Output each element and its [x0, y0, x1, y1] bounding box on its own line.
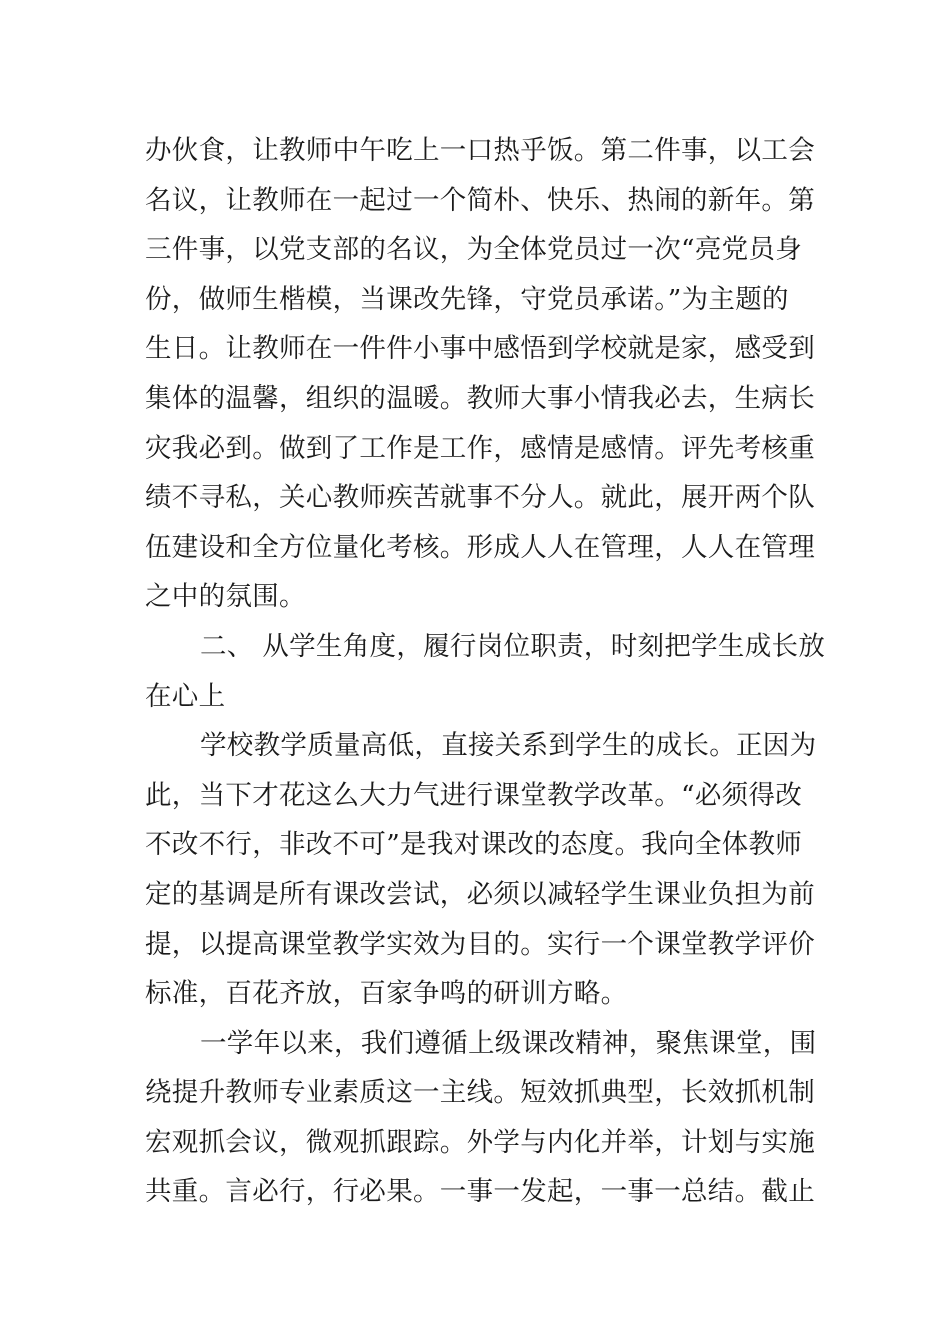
- paragraph-start: 一学年以来，我们遵循上级课改精神，聚焦课堂，围: [200, 1027, 817, 1059]
- text-line: 之中的氛围。: [145, 581, 306, 613]
- text-line: 不改不行，非改不可”是我对课改的态度。我向全体教师: [145, 829, 803, 861]
- text-line: 宏观抓会议，微观抓跟踪。外学与内化并举，计划与实施: [145, 1126, 815, 1158]
- text-line: 绩不寻私，关心教师疾苦就事不分人。就此，展开两个队: [145, 482, 815, 514]
- text-line: 标准，百花齐放，百家争鸣的研训方略。: [145, 978, 628, 1010]
- text-line: 伍建设和全方位量化考核。形成人人在管理，人人在管理: [145, 531, 815, 563]
- section-heading-continued: 在心上: [145, 680, 226, 712]
- text-line: 此，当下才花这么大力气进行课堂教学改革。“必须得改: [145, 779, 803, 811]
- text-line: 共重。言必行，行必果。一事一发起，一事一总结。截止: [145, 1176, 815, 1208]
- body-text: [145, 126, 826, 1217]
- text-line: 三件事，以党支部的名议，为全体党员过一次“亮党员身: [145, 234, 803, 266]
- section-heading: 二、 从学生角度，履行岗位职责，时刻把学生成长放: [200, 630, 826, 662]
- text-line: 名议，让教师在一起过一个简朴、快乐、热闹的新年。第: [145, 184, 815, 216]
- text-line: 集体的温馨，组织的温暖。教师大事小情我必去，生病长: [145, 382, 815, 414]
- text-line: 份，做师生楷模，当课改先锋，守党员承诺。”为主题的: [145, 283, 789, 315]
- text-line: 绕提升教师专业素质这一主线。短效抓典型，长效抓机制: [145, 1077, 815, 1109]
- text-line: 灾我必到。做到了工作是工作，感情是感情。评先考核重: [145, 432, 815, 464]
- paragraph-start: 学校教学质量高低，直接关系到学生的成长。正因为: [200, 730, 817, 762]
- text-line: 提，以提高课堂教学实效为目的。实行一个课堂教学评价: [145, 928, 815, 960]
- text-line: 定的基调是所有课改尝试，必须以减轻学生课业负担为前: [145, 878, 815, 910]
- text-line: 生日。让教师在一件件小事中感悟到学校就是家，感受到: [145, 333, 815, 365]
- text-line: 办伙食，让教师中午吃上一口热乎饭。第二件事，以工会: [145, 135, 815, 166]
